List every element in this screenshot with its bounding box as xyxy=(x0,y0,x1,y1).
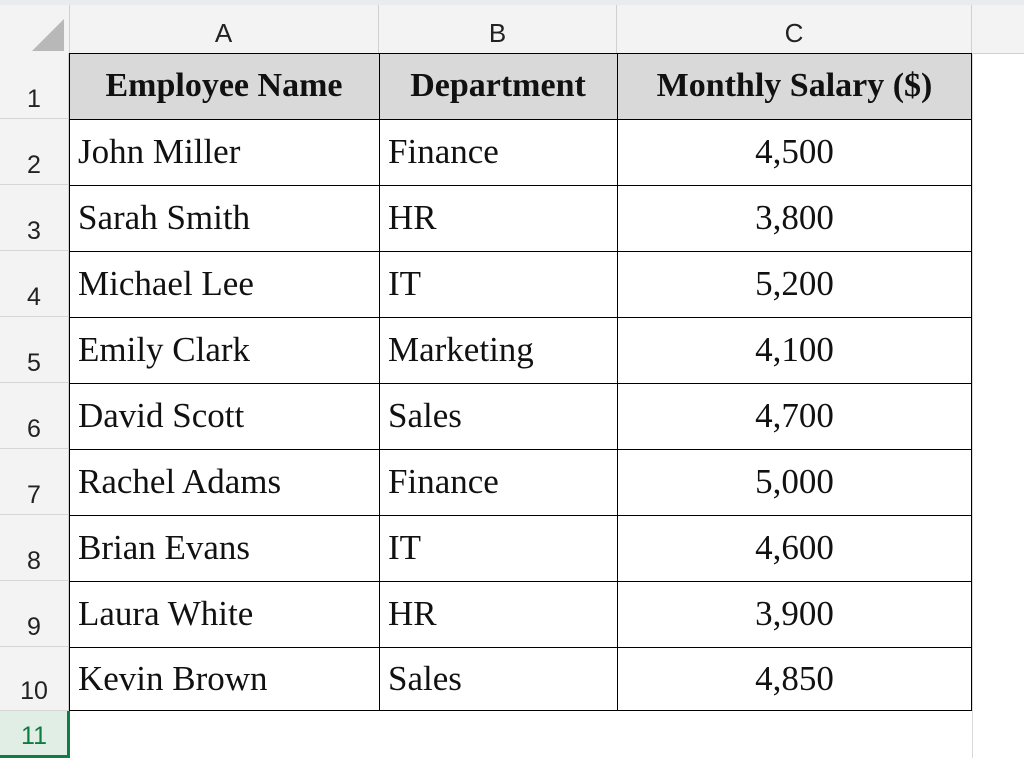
row-header-10[interactable]: 10 xyxy=(0,647,69,711)
row-header-3[interactable]: 3 xyxy=(0,185,69,251)
cell-department[interactable]: HR xyxy=(388,198,437,237)
cell-department[interactable]: Finance xyxy=(388,132,499,171)
select-all-icon xyxy=(32,19,64,51)
cell-monthly-salary[interactable]: 4,700 xyxy=(755,396,834,435)
cell-monthly-salary[interactable]: 5,000 xyxy=(755,462,834,501)
table-border xyxy=(69,185,972,186)
cell-department[interactable]: Finance xyxy=(388,462,499,501)
cell-employee-name[interactable]: Brian Evans xyxy=(78,528,251,567)
table-border xyxy=(69,383,972,384)
row-header-1[interactable]: 1 xyxy=(0,53,69,119)
row-header-7[interactable]: 7 xyxy=(0,449,69,515)
cell-monthly-salary[interactable]: 4,850 xyxy=(755,659,834,698)
table-border xyxy=(69,449,972,450)
row-header-2[interactable]: 2 xyxy=(0,119,69,185)
column-header-a[interactable]: A xyxy=(69,5,379,53)
cell-department[interactable]: Sales xyxy=(388,396,462,435)
header-cell-monthly-salary[interactable]: Monthly Salary ($) xyxy=(617,53,972,119)
cell-department[interactable]: IT xyxy=(388,528,422,567)
cell-employee-name[interactable]: Rachel Adams xyxy=(78,462,282,501)
table-border xyxy=(617,53,618,711)
header-cell-employee-name[interactable]: Employee Name xyxy=(69,53,379,119)
cell-employee-name[interactable]: Kevin Brown xyxy=(78,659,268,698)
cell-department[interactable]: Sales xyxy=(388,659,462,698)
table-border xyxy=(69,515,972,516)
cell-monthly-salary[interactable]: 4,500 xyxy=(755,132,834,171)
table-border xyxy=(69,119,972,120)
table-border xyxy=(69,647,972,648)
table-border xyxy=(69,317,972,318)
cell-monthly-salary[interactable]: 5,200 xyxy=(755,264,834,303)
cell-monthly-salary[interactable]: 3,900 xyxy=(755,594,834,633)
cell-monthly-salary[interactable]: 4,100 xyxy=(755,330,834,369)
row-header-6[interactable]: 6 xyxy=(0,383,69,449)
cell-employee-name[interactable]: Laura White xyxy=(78,594,254,633)
row-header-9[interactable]: 9 xyxy=(0,581,69,647)
cell-department[interactable]: HR xyxy=(388,594,437,633)
row-header-8[interactable]: 8 xyxy=(0,515,69,581)
table-border xyxy=(69,581,972,582)
cell-employee-name[interactable]: John Miller xyxy=(78,132,241,171)
row-header-11[interactable]: 11 xyxy=(0,711,69,758)
cell-department[interactable]: Marketing xyxy=(388,330,534,369)
cell-employee-name[interactable]: Sarah Smith xyxy=(78,198,251,237)
table-border xyxy=(69,251,972,252)
gridline xyxy=(972,53,973,758)
select-all-button[interactable] xyxy=(0,5,70,53)
active-cell-indicator xyxy=(67,711,70,758)
cell-employee-name[interactable]: David Scott xyxy=(78,396,245,435)
cell-department[interactable]: IT xyxy=(388,264,422,303)
cell-employee-name[interactable]: Emily Clark xyxy=(78,330,251,369)
cell-employee-name[interactable]: Michael Lee xyxy=(78,264,254,303)
column-header-c[interactable]: C xyxy=(617,5,972,53)
column-header-b[interactable]: B xyxy=(379,5,617,53)
row-header-4[interactable]: 4 xyxy=(0,251,69,317)
row-header-5[interactable]: 5 xyxy=(0,317,69,383)
header-cell-department[interactable]: Department xyxy=(379,53,617,119)
cell-monthly-salary[interactable]: 3,800 xyxy=(755,198,834,237)
cell-monthly-salary[interactable]: 4,600 xyxy=(755,528,834,567)
table-border xyxy=(379,53,380,711)
